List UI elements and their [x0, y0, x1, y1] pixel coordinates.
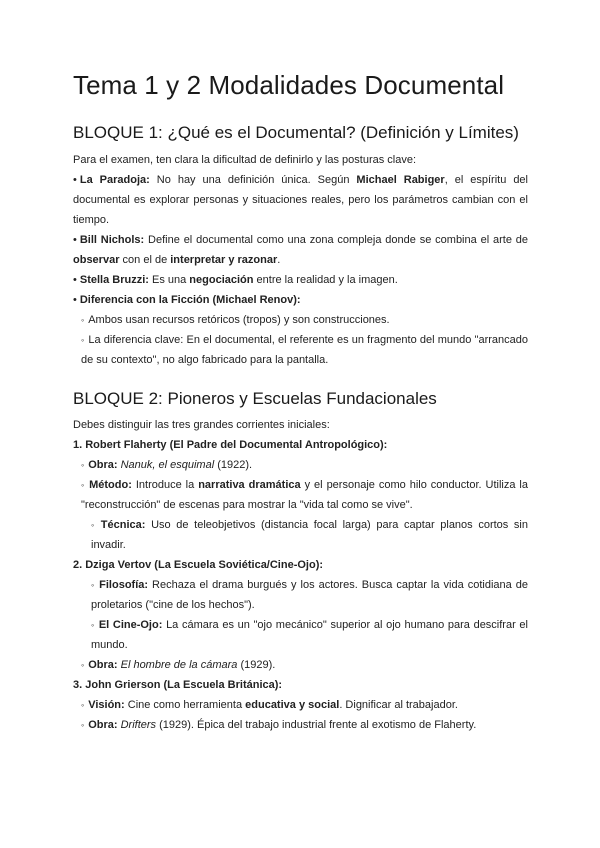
bullet-label: Diferencia con la Ficción (Michael Renov):	[79, 294, 301, 306]
list-item-vertov	[73, 555, 528, 575]
list-item-label: 1. Robert Flaherty (El Padre del Documental Antropológico):	[73, 439, 388, 451]
intro-text: Para el examen, ten clara la dificultad de definirlo y las posturas clave:	[73, 154, 417, 166]
sub-bullet-grierson-obra: ◦ Obra: Drifters (1929). Épica del trabajo industrial frente al exotismo de Flaherty.	[81, 719, 477, 731]
sub-bullet-flaherty-obra: ◦ Obra: Nanuk, el esquimal (1922).	[81, 459, 253, 471]
sub-bullet-tropos: ◦ Ambos usan recursos retóricos (tropos) y son construcciones.	[81, 314, 390, 326]
page-title: Tema 1 y 2 Modalidades Documental	[73, 70, 505, 100]
intro-text: Debes distinguir las tres grandes corrientes iniciales:	[73, 419, 330, 431]
sub-bullet-vertov-cineojo: ◦ El Cine-Ojo: La cámara es un "ojo mecánico" superior al ojo humano para descifrar el mundo.	[91, 619, 528, 651]
list-item-label: 2. Dziga Vertov (La Escuela Soviética/Cine-Ojo):	[73, 559, 324, 571]
sub-bullet-vertov-filosofia: ◦ Filosofía: Rechaza el drama burgués y los actores. Busca captar la vida cotidiana de proletarios ("cine de los hechos").	[91, 579, 528, 611]
bullet-ficcion: • Diferencia con la Ficción (Michael Renov):	[73, 294, 301, 306]
keyword-negociacion: negociación	[189, 274, 254, 286]
keyword-narrativa: narrativa dramática	[198, 479, 301, 491]
keyword-observar: observar	[73, 254, 120, 266]
sub-bullet-flaherty-metodo: ◦ Método: Introduce la narrativa dramática y el personaje como hilo conductor. Utiliza la "reconstrucción" de escenas para mostrar la "vida tal como se vive".	[81, 479, 528, 511]
keyword-educativa: educativa y social	[245, 699, 340, 711]
bullet-paradoja: • La Paradoja: No hay una definición única. Según Michael Rabiger, el espíritu del documental es explorar personas y situaciones reales, pero los parámetros cambian con el tiempo.	[73, 174, 528, 226]
work-title: El hombre de la cámara	[120, 659, 238, 671]
bullet-label: Bill Nichols:	[79, 234, 145, 246]
work-title: Drifters	[120, 719, 157, 731]
list-item-flaherty	[73, 435, 528, 455]
keyword-rabiger: Michael Rabiger	[356, 174, 445, 186]
paragraph-intro-1	[73, 150, 528, 170]
work-title: Nanuk, el esquimal	[120, 459, 215, 471]
keyword-interpretar: interpretar y razonar	[170, 254, 278, 266]
bullet-label: Stella Bruzzi:	[79, 274, 149, 286]
section-heading-bloque-1: BLOQUE 1: ¿Qué es el Documental? (Definición y Límites)	[73, 123, 519, 142]
sub-bullet-grierson-vision: ◦ Visión: Cine como herramienta educativa y social. Dignificar al trabajador.	[81, 699, 458, 711]
list-item-label: 3. John Grierson (La Escuela Británica):	[73, 679, 283, 691]
list-item-grierson	[73, 675, 528, 695]
sub-bullet-flaherty-tecnica: ◦ Técnica: Uso de teleobjetivos (distancia focal larga) para captar planos cortos sin invadir.	[91, 519, 528, 551]
sub-bullet-diferencia: ◦ La diferencia clave: En el documental, el referente es un fragmento del mundo "arrancado de su contexto", no algo fabricado para la pantalla.	[81, 334, 528, 366]
section-heading-bloque-2: BLOQUE 2: Pioneros y Escuelas Fundacionales	[73, 389, 437, 408]
paragraph-intro-2	[73, 415, 528, 435]
bullet-label: La Paradoja:	[79, 174, 150, 186]
sub-bullet-vertov-obra: ◦ Obra: El hombre de la cámara (1929).	[81, 659, 276, 671]
bullet-bruzzi: • Stella Bruzzi: Es una negociación entre la realidad y la imagen.	[73, 274, 398, 286]
bullet-nichols: • Bill Nichols: Define el documental como una zona compleja donde se combina el arte de observar con el de interpretar y razonar.	[73, 234, 529, 266]
